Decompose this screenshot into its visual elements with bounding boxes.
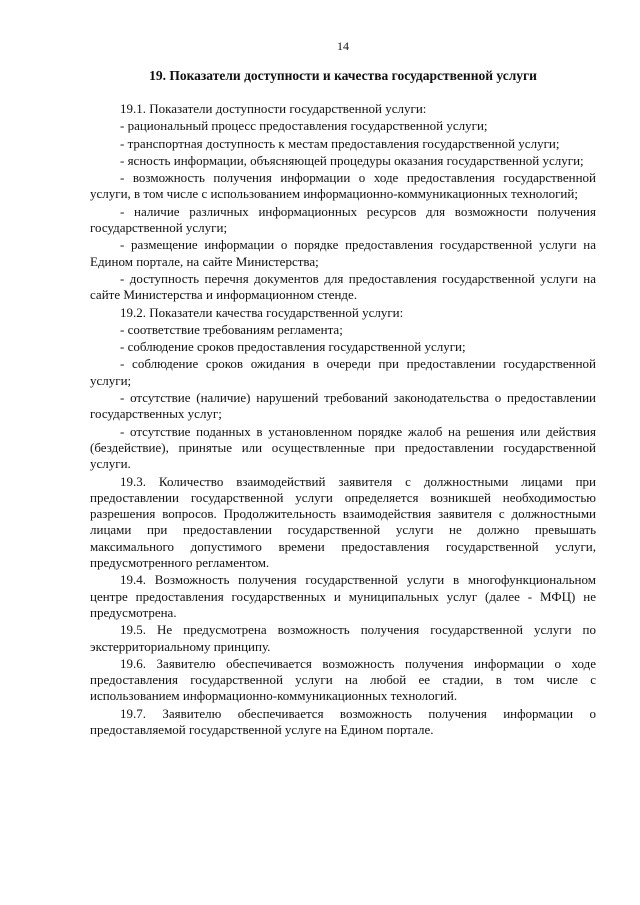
list-item: - размещение информации о порядке предоставления государственной услуги на Едином портале, на сайте Министерства; [90,237,596,269]
list-item: - отсутствие поданных в установленном порядке жалоб на решения или действия (бездействие), принятые или осуществленные при предоставлении государственной услуги. [90,423,596,472]
list-item: - соответствие требованиям регламента; [120,321,343,337]
section-body [90,101,596,739]
paragraph-19-5: 19.5. Не предусмотрена возможность получения государственной услуги по экстерриториальному принципу. [90,622,596,654]
paragraph-19-6: 19.6. Заявителю обеспечивается возможность получения информации о ходе предоставления государственной услуги на любой ее стадии, в том числе с использованием информационно-коммуникационных технологий. [90,655,596,704]
paragraph-19-2-heading: 19.2. Показатели качества государственной услуги: [120,304,404,320]
list-item: - наличие различных информационных ресурсов для возможности получения государственной услуги; [90,203,596,236]
paragraph-19-7: 19.7. Заявителю обеспечивается возможность получения информации о предоставляемой государственной услуге на Едином портале. [90,705,596,737]
list-item: - рациональный процесс предоставления государственной услуги; [120,118,488,134]
paragraph-19-1-heading: 19.1. Показатели доступности государственной услуги: [120,101,427,116]
list-item: - доступность перечня документов для предоставления государственной услуги на сайте Министерства и информационном стенде. [90,270,596,303]
section-title: 19. Показатели доступности и качества государственной услуги [149,68,537,83]
page-number: 14 [337,39,349,53]
list-item: - соблюдение сроков предоставления государственной услуги; [120,339,466,355]
list-item: - ясность информации, объясняющей процедуры оказания государственной услуги; [120,152,584,168]
paragraph-19-3: 19.3. Количество взаимодействий заявителя с должностными лицами при предоставлении государственной услуги определяется возникшей необходимостью разрешения вопросов. Продолжительность взаимодействия заявителя с должностными лицами при предоставлении государственной услуги не должно превышать максимального допустимого времени предоставления государственной услуги, предусмотренного регламентом. [90,473,596,571]
list-item: - возможность получения информации о ходе предоставления государственной услуги, в том числе с использованием информационно-коммуникационных технологий; [90,170,596,202]
paragraph-19-4: 19.4. Возможность получения государственной услуги в многофункциональном центре предоставления государственных и муниципальных услуг (далее - МФЦ) не предусмотрена. [90,572,596,620]
list-item: - транспортная доступность к местам предоставления государственной услуги; [120,135,560,151]
list-item: - отсутствие (наличие) нарушений требований законодательства о предоставлении государственных услуг; [90,390,596,422]
list-item: - соблюдение сроков ожидания в очереди при предоставлении государственной услуги; [90,356,596,388]
